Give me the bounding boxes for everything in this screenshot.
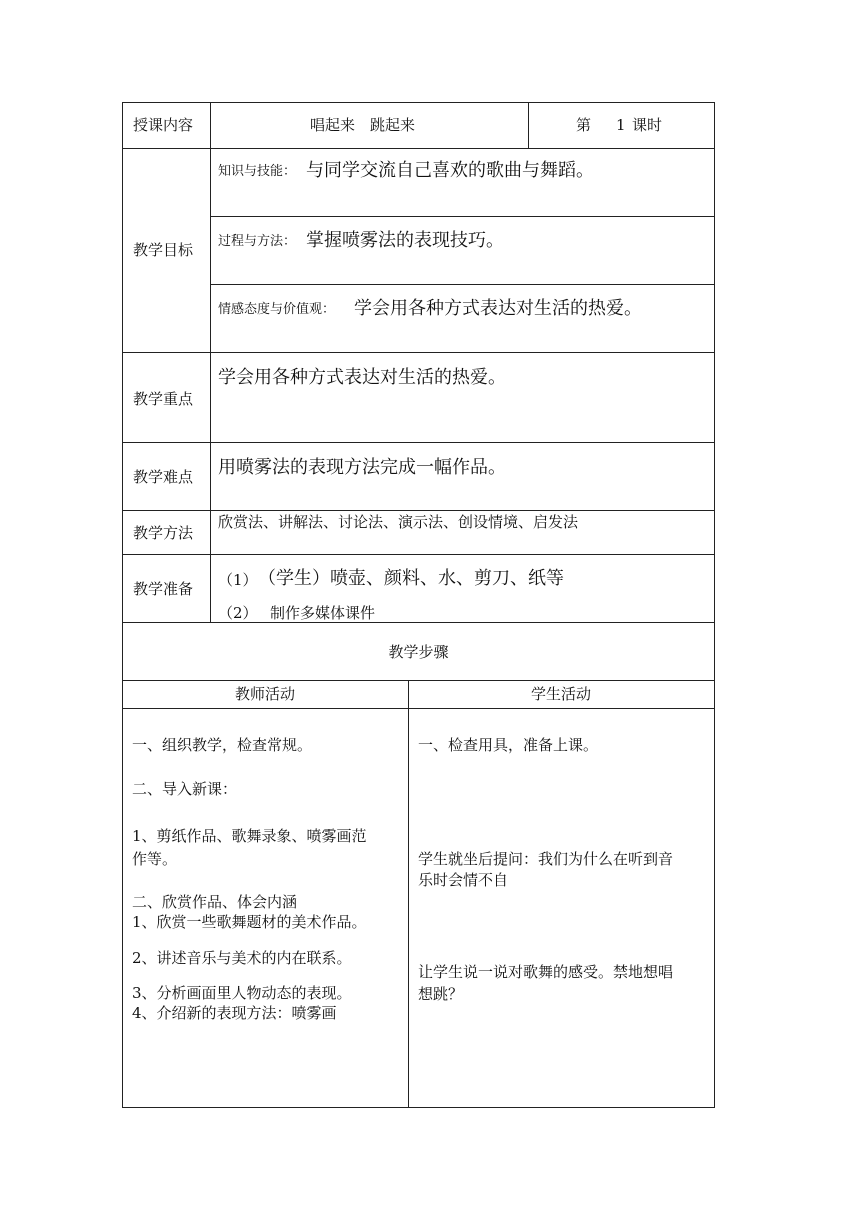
table-border-bottom [122, 1107, 715, 1108]
list-item: 作等。 [132, 850, 178, 868]
method-label: 教学方法 [133, 524, 194, 542]
header-label: 授课内容 [133, 116, 194, 134]
objective-text: 掌握喷雾法的表现技巧。 [306, 230, 504, 251]
list-item: 1、欣赏一些歌舞题材的美术作品。 [132, 913, 367, 931]
objective-prefix: 知识与技能： [218, 164, 297, 179]
keypoint-label: 教学重点 [133, 390, 194, 408]
list-item: 3、分析画面里人物动态的表现。 [132, 984, 352, 1002]
list-item: 一、检查用具，准备上课。 [418, 736, 599, 754]
preparation-label: 教学准备 [133, 580, 194, 598]
lesson-prefix: 第 [576, 116, 592, 134]
method-text: 欣赏法、讲解法、讨论法、演示法、创设情境、启发法 [218, 513, 579, 531]
table-border-right [714, 102, 715, 1108]
objective-divider-2 [210, 284, 715, 285]
table-border-left [122, 102, 123, 1108]
list-item: 二、导入新课： [132, 780, 238, 798]
objective-text: 学会用各种方式表达对生活的热爱。 [354, 298, 642, 319]
keypoint-text: 学会用各种方式表达对生活的热爱。 [218, 367, 506, 388]
objectives-label: 教学目标 [133, 241, 194, 259]
lesson-title: 唱起来 跳起来 [310, 116, 416, 134]
list-item: 二、欣赏作品、体会内涵 [132, 893, 298, 911]
list-item: 让学生说一说对歌舞的感受。禁地想唱 [418, 963, 674, 981]
list-item: 乐时会情不自 [418, 871, 509, 889]
student-activity-header: 学生活动 [530, 685, 591, 703]
row-divider-preparation [122, 622, 715, 623]
list-item: 4、介绍新的表现方法：喷雾画 [132, 1004, 337, 1022]
lesson-number: 1 [616, 116, 626, 134]
list-item: 一、组织教学，检查常规。 [132, 736, 313, 754]
difficulty-text: 用喷雾法的表现方法完成一幅作品。 [218, 457, 506, 478]
objective-text: 与同学交流自己喜欢的歌曲与舞蹈。 [306, 160, 594, 181]
preparation-line2-text: 制作多媒体课件 [270, 604, 376, 622]
preparation-line1-text: （学生）喷壶、颜料、水、剪刀、纸等 [258, 568, 564, 589]
row-divider-activity-headers [122, 708, 715, 709]
lesson-suffix: 课时 [632, 116, 663, 134]
lesson-column-divider [528, 102, 529, 148]
preparation-line1-prefix: （1） [218, 571, 258, 589]
steps-title: 教学步骤 [388, 643, 449, 661]
preparation-line2-prefix: （2） [218, 604, 258, 622]
difficulty-label: 教学难点 [133, 468, 194, 486]
objective-prefix: 过程与方法： [218, 234, 297, 249]
label-column-divider [210, 102, 211, 622]
objective-divider-1 [210, 216, 715, 217]
list-item: 学生就坐后提问：我们为什么在听到音 [418, 850, 674, 868]
teacher-activity-header: 教师活动 [234, 685, 295, 703]
objective-prefix: 情感态度与价值观： [218, 302, 336, 317]
list-item: 2、讲述音乐与美术的内在联系。 [132, 949, 352, 967]
row-divider-steps-title [122, 680, 715, 681]
list-item: 1、剪纸作品、歌舞录象、喷雾画范 [132, 827, 367, 845]
activity-column-divider [408, 680, 409, 1108]
list-item: 想跳？ [418, 985, 464, 1003]
